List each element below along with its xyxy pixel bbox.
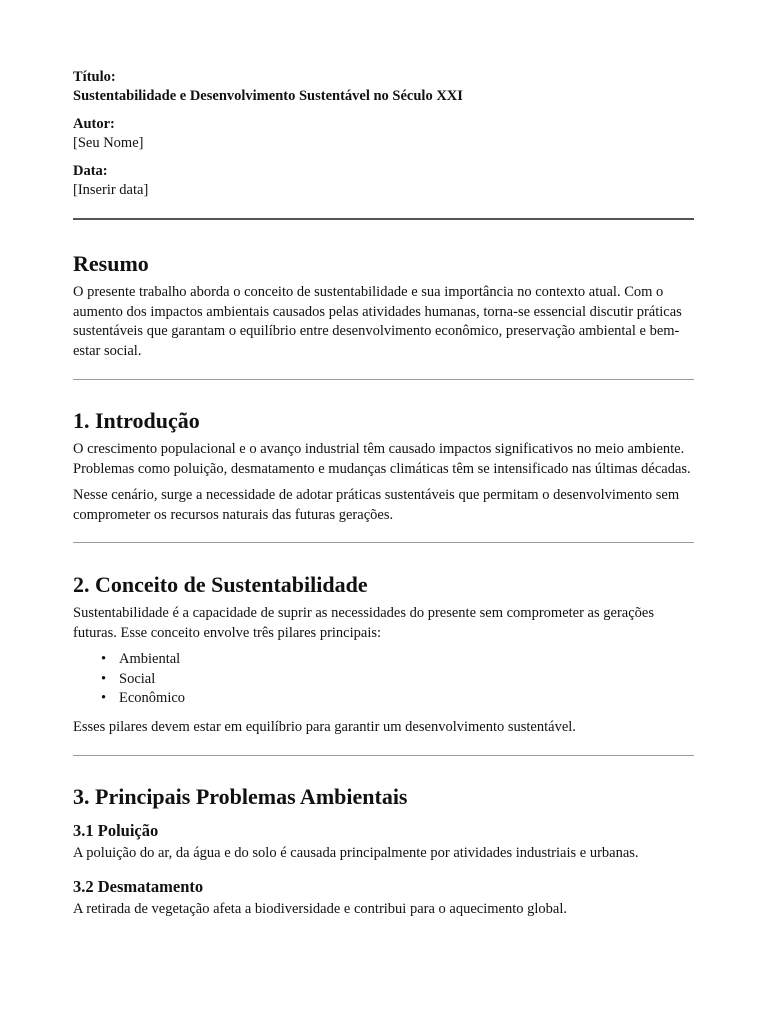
problemas-heading: 3. Principais Problemas Ambientais (73, 784, 408, 809)
date-meta (73, 162, 694, 200)
header-divider (73, 218, 694, 220)
author-meta (73, 115, 694, 153)
subsection-poluicao-heading: 3.1 Poluição (73, 821, 159, 840)
title-label: Título: (73, 69, 116, 85)
section-problemas (73, 783, 694, 919)
subsection-desmatamento-heading: 3.2 Desmatamento (73, 876, 204, 896)
resumo-heading: Resumo (73, 251, 149, 276)
bullet-icon: • (101, 651, 107, 667)
section-conceito (73, 571, 694, 737)
pillar-label: Ambiental (119, 651, 181, 667)
section-resumo (73, 250, 694, 361)
section-divider-1 (73, 379, 694, 380)
date-label: Data: (73, 163, 108, 179)
subsection-poluicao-text: A poluição do ar, da água e do solo é causada principalmente por atividades industriais e urbanas. (73, 845, 639, 861)
author-label: Autor: (73, 116, 115, 132)
title-value: Sustentabilidade e Desenvolvimento Sustentável no Século XXI (73, 88, 463, 104)
list-item (101, 650, 694, 670)
pillars-list (73, 650, 694, 709)
conceito-intro: Sustentabilidade é a capacidade de suprir as necessidades do presente sem comprometer as gerações futuras. Esse conceito envolve três pilares principais: (73, 605, 654, 641)
date-value: [Inserir data] (73, 182, 149, 198)
introducao-paragraph-1: O crescimento populacional e o avanço industrial têm causado impactos significativos no meio ambiente. Problemas como poluição, desmatamento e mudanças climáticas têm se intensificado nas últimas décadas. (73, 441, 691, 477)
pillar-label: Social (119, 670, 156, 687)
section-divider-3 (73, 755, 694, 756)
section-divider-2 (73, 542, 694, 543)
list-item (101, 689, 694, 709)
conceito-heading: 2. Conceito de Sustentabilidade (73, 572, 368, 597)
subsection-desmatamento-text: A retirada de vegetação afeta a biodiversidade e contribui para o aquecimento global. (73, 900, 567, 917)
title-meta (73, 68, 694, 106)
author-value: [Seu Nome] (73, 135, 144, 151)
bullet-icon: • (101, 670, 107, 687)
bullet-icon: • (101, 690, 107, 706)
conceito-closing: Esses pilares devem estar em equilíbrio para garantir um desenvolvimento sustentável. (73, 718, 576, 735)
introducao-heading: 1. Introdução (73, 408, 200, 433)
section-introducao (73, 407, 694, 525)
resumo-text: O presente trabalho aborda o conceito de sustentabilidade e sua importância no contexto atual. Com o aumento dos impactos ambientais causados pelas atividades humanas, torna-se essencial discutir práticas sustentáveis que garantam o equilíbrio entre desenvolvimento econômico, preservação ambiental e bem-estar social. (73, 284, 682, 359)
pillar-label: Econômico (119, 690, 186, 706)
introducao-paragraph-2: Nesse cenário, surge a necessidade de adotar práticas sustentáveis que permitam o desenvolvimento sem comprometer os recursos naturais das futuras gerações. (73, 487, 680, 523)
list-item (101, 670, 694, 690)
